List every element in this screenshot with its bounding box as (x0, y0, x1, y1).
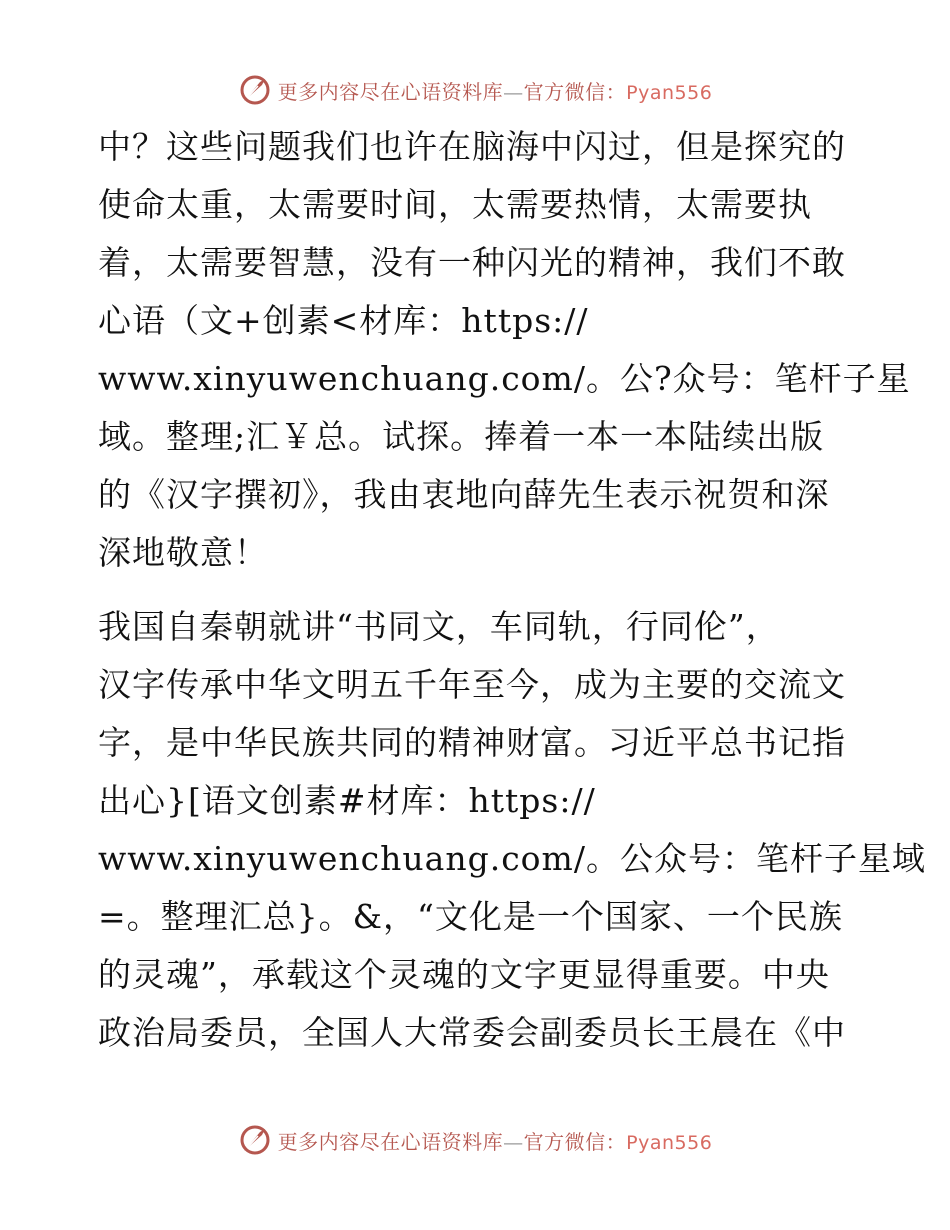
header-text (278, 76, 713, 105)
text-line: 心语（文+创素<材库：https:// (98, 301, 589, 340)
text-line: 着，太需要智慧，没有一种闪光的精神，我们不敢 (98, 243, 846, 282)
text-line: 深地敬意！ (98, 533, 268, 572)
header-wechat-id: Pyan556 (626, 81, 713, 104)
text-line: www.xinyuwenchuang.com/。公众号：笔杆子星域 (98, 839, 926, 878)
text-line: 汉字传承中华文明五千年至今，成为主要的交流文 (98, 665, 846, 704)
footer-wechat-id: Pyan556 (626, 1131, 713, 1154)
text-line: =。整理汇总}。&，“文化是一个国家、一个民族 (98, 897, 843, 936)
header-banner (0, 68, 950, 112)
text-line: 域。整理;汇￥总。试探。捧着一本一本陆续出版 (98, 417, 825, 456)
text-line: 字，是中华民族共同的精神财富。习近平总书记指 (98, 723, 846, 762)
text-line: 使命太重，太需要时间，太需要热情，太需要执 (98, 185, 812, 224)
footer-site-text: 更多内容尽在心语资料库 (277, 1129, 504, 1154)
paragraph-spacer (98, 582, 868, 598)
text-line: 的《汉字撰初》，我由衷地向薛先生表示祝贺和深 (98, 475, 830, 514)
text-line: www.xinyuwenchuang.com/。公?众号：笔杆子星 (98, 359, 911, 398)
text-line: 我国自秦朝就讲“书同文，车同轨，行同伦”， (98, 607, 780, 646)
header-site-text: 更多内容尽在心语资料库 (277, 79, 504, 104)
paragraph-1 (98, 118, 911, 582)
paragraph-2 (98, 598, 926, 1062)
text-line: 中？这些问题我们也许在脑海中闪过，但是探究的 (98, 127, 846, 166)
quill-pen-circle-icon (238, 1123, 272, 1157)
footer-wechat-label: 官方微信： (523, 1129, 627, 1154)
text-line: 政治局委员，全国人大常委会副委员长王晨在《中 (98, 1013, 846, 1052)
quill-pen-circle-icon (238, 73, 272, 107)
footer-banner (0, 1118, 950, 1162)
text-line: 出心}[语文创素#材库：https:// (98, 781, 596, 820)
footer-separator: — (503, 1129, 524, 1154)
header-separator: — (503, 79, 524, 104)
footer-text (278, 1126, 713, 1155)
header-wechat-label: 官方微信： (523, 79, 627, 104)
text-line: 的灵魂”，承载这个灵魂的文字更显得重要。中央 (98, 955, 830, 994)
document-body (98, 118, 926, 1062)
